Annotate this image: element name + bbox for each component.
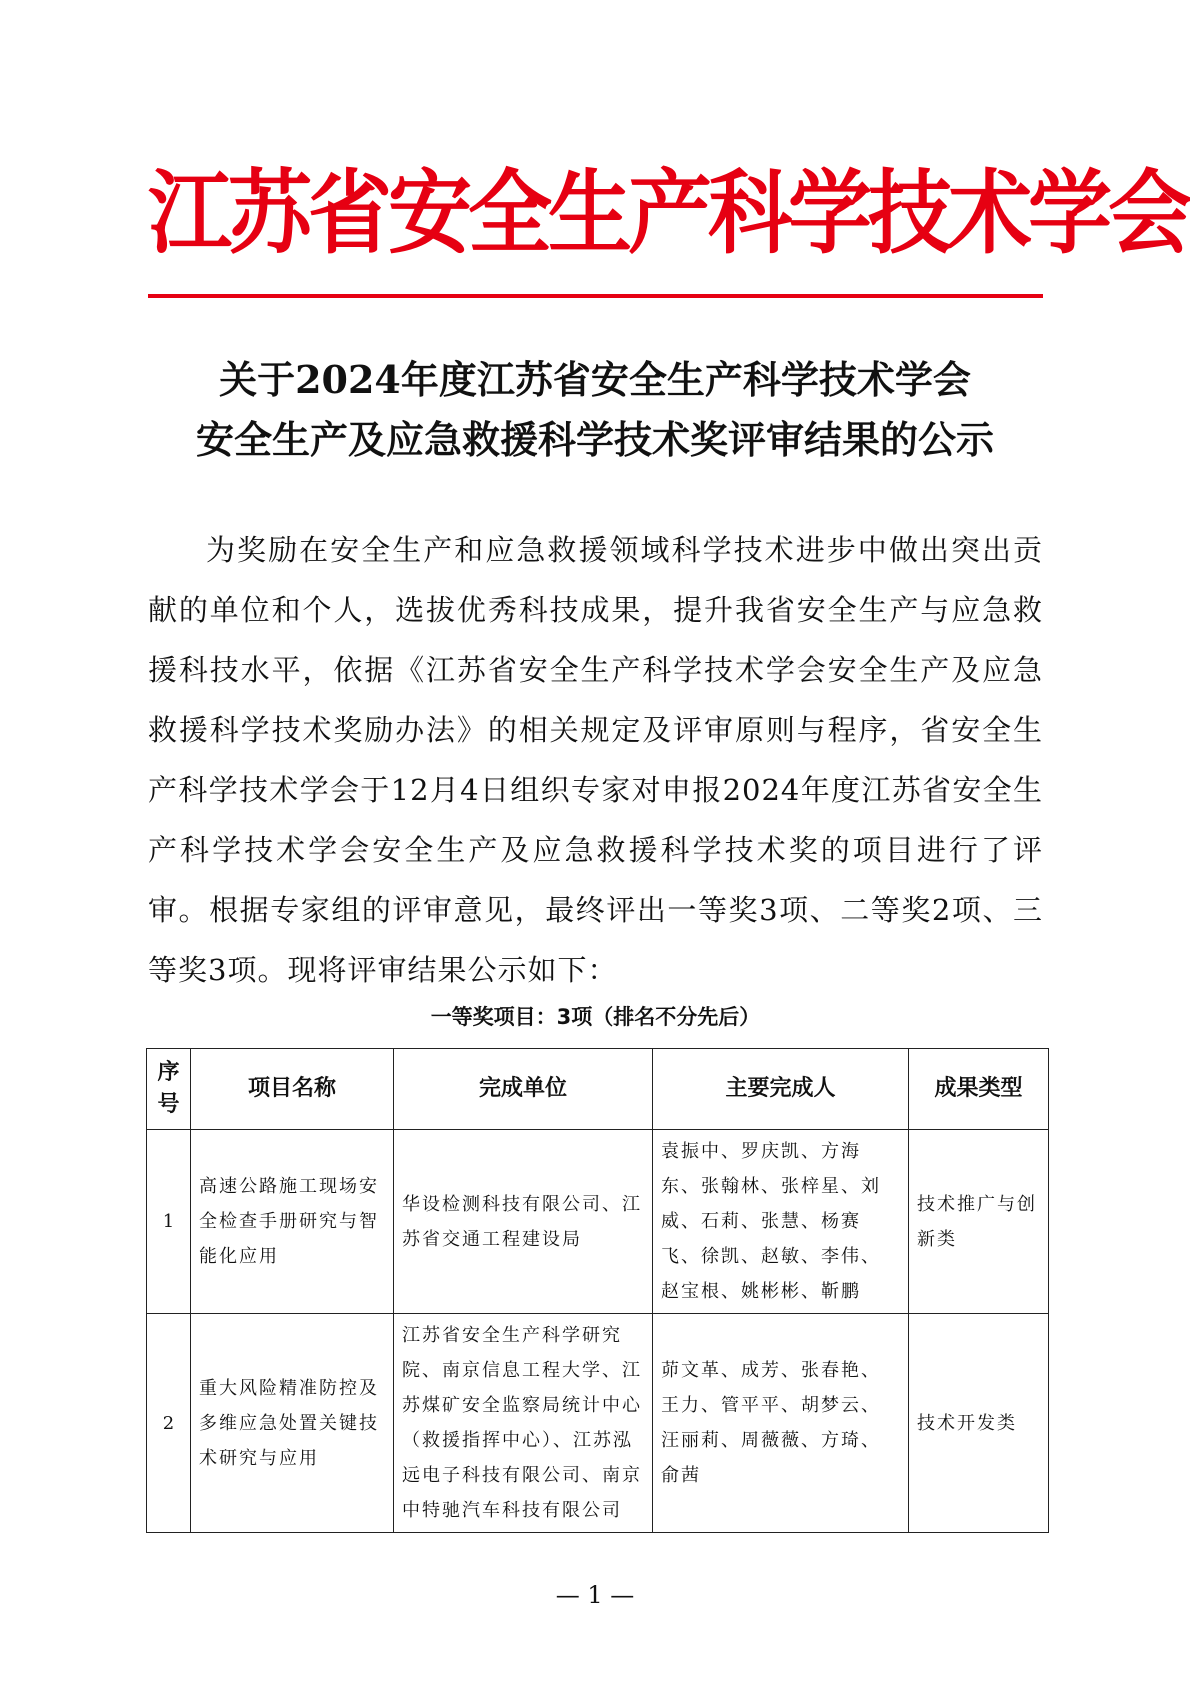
document-title-line-2: 安全生产及应急救援科学技术奖评审结果的公示 (195, 417, 994, 462)
cell-project: 高速公路施工现场安全检查手册研究与智能化应用 (191, 1130, 394, 1314)
cell-persons: 袁振中、罗庆凯、方海东、张翰林、张梓星、刘威、石莉、张慧、杨赛飞、徐凯、赵敏、李伟、赵宝根、姚彬彬、靳鹏 (653, 1130, 909, 1314)
cell-no: 1 (147, 1130, 191, 1314)
masthead-divider (148, 294, 1043, 298)
document-title-line-1: 关于2024年度江苏省安全生产科学技术学会 (219, 357, 971, 402)
header-project: 项目名称 (191, 1049, 394, 1130)
table-row (147, 1314, 1049, 1533)
cell-type: 技术开发类 (909, 1314, 1049, 1533)
header-persons: 主要完成人 (653, 1049, 909, 1130)
page-number: — 1 — (555, 1581, 635, 1609)
award-table (146, 1048, 1049, 1533)
header-unit: 完成单位 (394, 1049, 653, 1130)
table-row (147, 1130, 1049, 1314)
table-caption: 一等奖项目：3项（排名不分先后） (430, 1005, 761, 1029)
header-no: 序号 (147, 1049, 191, 1130)
cell-persons: 茆文革、成芳、张春艳、王力、管平平、胡梦云、汪丽莉、周薇薇、方琦、俞茜 (653, 1314, 909, 1533)
cell-no: 2 (147, 1314, 191, 1533)
document-title (120, 350, 1070, 470)
cell-unit: 华设检测科技有限公司、江苏省交通工程建设局 (394, 1130, 653, 1314)
body-paragraph: 为奖励在安全生产和应急救援领域科学技术进步中做出突出贡献的单位和个人，选拔优秀科技成果，提升我省安全生产与应急救援科技水平，依据《江苏省安全生产科学技术学会安全生产及应急救援科学技术奖励办法》的相关规定及评审原则与程序，省安全生产科学技术学会于12月4日组织专家对申报2024年度江苏省安全生产科学技术学会安全生产及应急救援科学技术奖的项目进行了评审。根据专家组的评审意见，最终评出一等奖3项、二等奖2项、三等奖3项。现将评审结果公示如下： (148, 533, 1043, 987)
cell-unit: 江苏省安全生产科学研究院、南京信息工程大学、江苏煤矿安全监察局统计中心（救援指挥中心）、江苏泓远电子科技有限公司、南京中特驰汽车科技有限公司 (394, 1314, 653, 1533)
masthead-title: 江苏省安全生产科学技术学会 (148, 160, 1189, 266)
header-type: 成果类型 (909, 1049, 1049, 1130)
cell-project: 重大风险精准防控及多维应急处置关键技术研究与应用 (191, 1314, 394, 1533)
table-header-row (147, 1049, 1049, 1130)
cell-type: 技术推广与创新类 (909, 1130, 1049, 1314)
